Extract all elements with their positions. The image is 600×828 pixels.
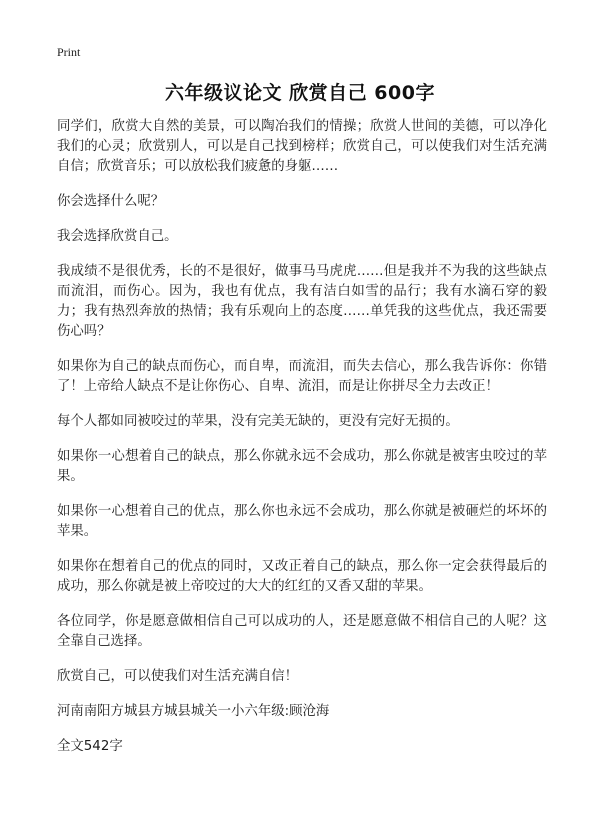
document-title: 六年级议论文 欣赏自己 600字	[165, 82, 435, 104]
paragraph-flaws: 如果你一心想着自己的缺点，那么你就永远不会成功，那么你就是被害虫咬过的苹果。	[57, 449, 547, 484]
paragraph-balance: 如果你在想着自己的优点的同时，又改正着自己的缺点，那么你一定会获得最后的成功，那么你就是被上帝咬过的大大的红红的又香又甜的苹果。	[57, 559, 547, 594]
paragraph-author: 河南南阳方城县方城县城关一小六年级:顾沧海	[57, 704, 330, 719]
paragraph-classmates: 各位同学，你是愿意做相信自己可以成功的人，还是愿意做不相信自己的人呢？这全靠自己选择。	[57, 614, 547, 649]
paragraph-question: 你会选择什么呢？	[57, 194, 165, 209]
paragraph-choice: 我会选择欣赏自己。	[57, 229, 178, 244]
paragraph-conclusion: 欣赏自己，可以使我们对生活充满自信！	[57, 669, 299, 684]
paragraph-self: 我成绩不是很优秀，长的不是很好，做事马马虎虎……但是我并不为我的这些缺点而流泪，而伤心。因为，我也有优点，我有洁白如雪的品行；我有水滴石穿的毅力；我有热烈奔放的热情；我有乐观向上的态度……单凭我的这些优点，我还需要伤心吗？	[57, 264, 547, 339]
paragraph-word-count: 全文542字	[57, 739, 123, 754]
paragraph-intro: 同学们，欣赏大自然的美景，可以陶冶我们的情操；欣赏人世间的美德，可以净化我们的心灵；欣赏别人，可以是自己找到榜样；欣赏自己，可以使我们对生活充满自信；欣赏音乐；可以放松我们疲惫的身躯……	[57, 119, 547, 174]
paragraph-apple: 每个人都如同被咬过的苹果，没有完美无缺的，更没有完好无损的。	[57, 414, 459, 429]
article-body	[57, 117, 547, 772]
paragraph-strengths: 如果你一心想着自己的优点，那么你也永远不会成功，那么你就是被砸烂的坏坏的苹果。	[57, 504, 547, 539]
print-link[interactable]: Print	[57, 45, 81, 59]
paragraph-advice: 如果你为自己的缺点而伤心，而自卑，而流泪，而失去信心，那么我告诉你：你错了！上帝给人缺点不是让你伤心、自卑、流泪，而是让你拼尽全力去改正！	[57, 359, 547, 394]
